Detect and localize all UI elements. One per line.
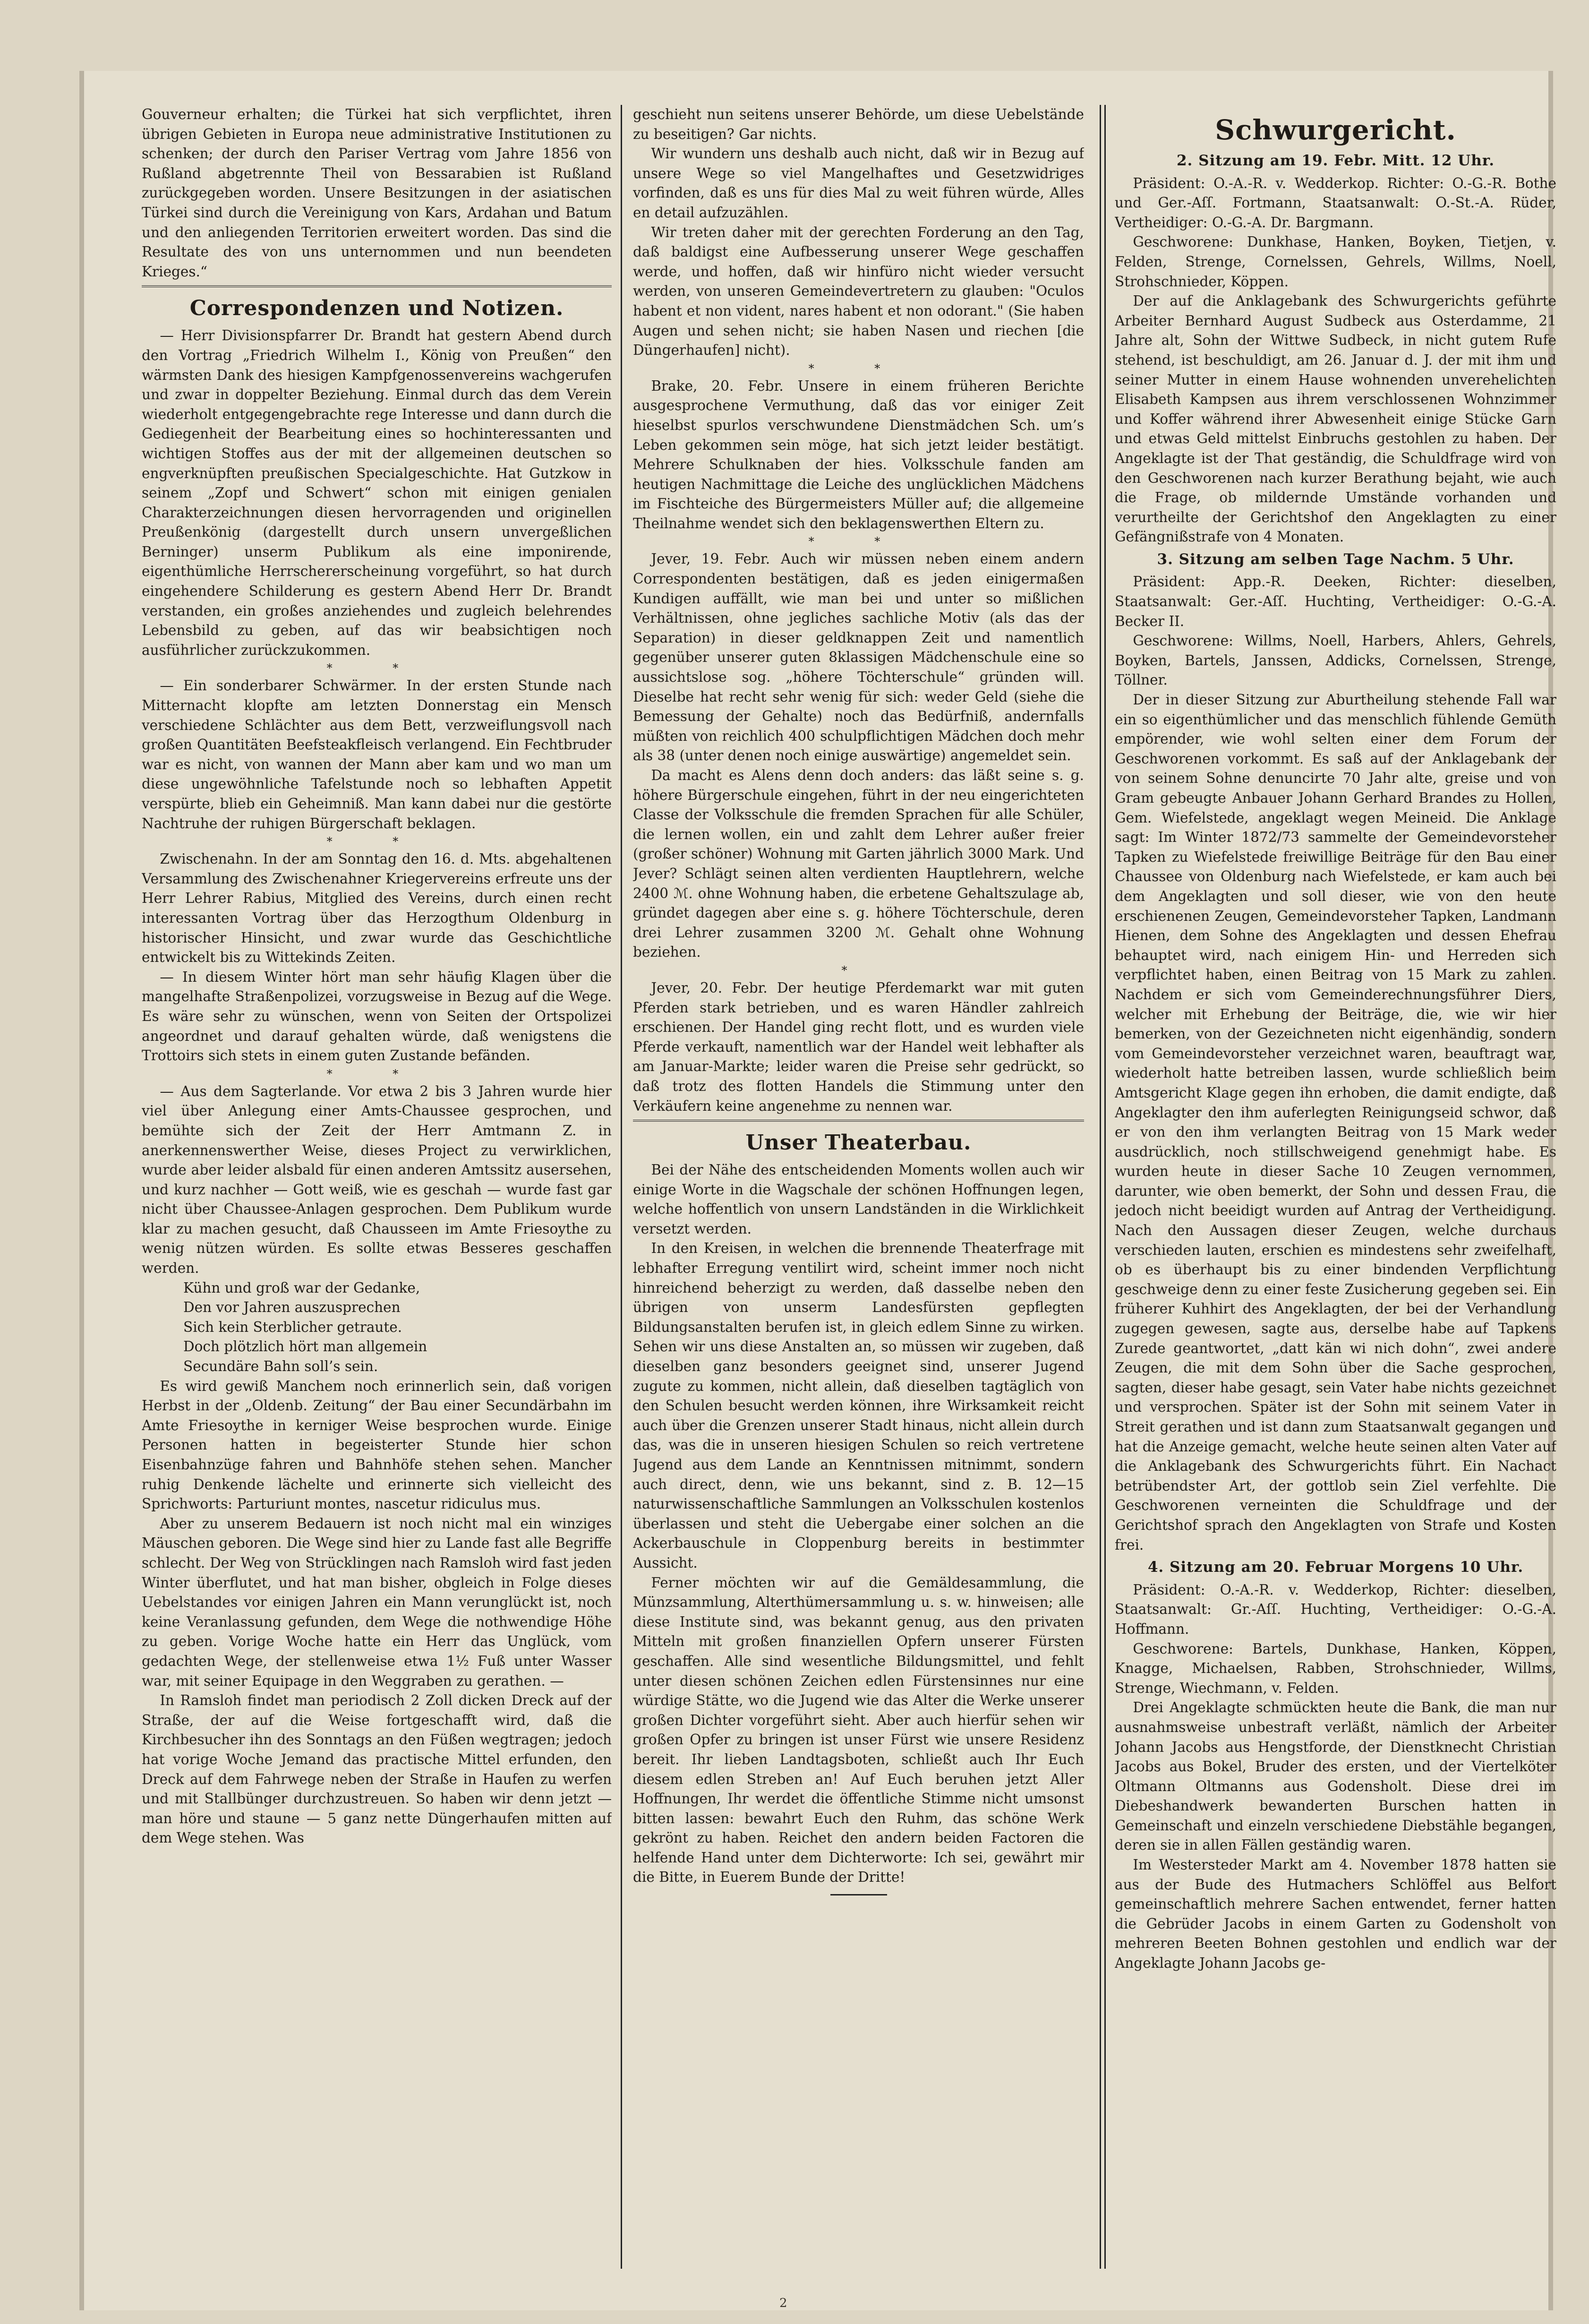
article-paragraph: Im Westersteder Markt am 4. November 1878 hatten sie aus der Bude des Hutmachers Schlöffel aus Belfort gemeinschaftlich mehrere Sachen entwendet, ferner hatten die Gebrüder Jacobs in einem Garten zu Godensholt von mehreren Beeten Bohnen gestohlen und endlich war der Angeklagte Johann Jacobs ge- xyxy=(1115,1857,1556,1972)
asterism: * * xyxy=(326,835,427,849)
article-paragraph: Brake, 20. Febr. Unsere in einem früheren Berichte ausgesprochene Vermuthung, daß das vor einiger Zeit hieselbst spurlos verschwundene Dienstmädchen Sch. um’s Leben gekommen sein möge, hat sich jetzt leider bestätigt. Mehrere Schulknaben der hies. Volksschule fanden am heutigen Nachmittage die Leiche des unglücklichen Mädchens im Fischteiche des Bürgermeisters Müller auf; die allgemeine Theilnahme wendet sich den beklagenswerthen Eltern zu. xyxy=(633,377,1084,532)
column-2 xyxy=(633,105,1084,2281)
article-paragraph: Präsident: O.-A.-R. v. Wedderkop, Richter: dieselben, Staatsanwalt: Gr.-Aſſ. Huchting, Vertheidiger: O.-G.-A. Hoffmann. xyxy=(1115,1581,1556,1637)
article-paragraph: Ferner möchten wir auf die Gemäldesammlung, die Münzsammlung, Alterthümersammlung u. s. w. hinweisen; alle diese Institute sind, was bekannt genug, aus den privaten Mitteln mit großen finanziellen Opfern unserer Fürsten geschaffen. Alle sind wesentliche Bildungsmittel, und fehlt unter diesen schönen Zeichen edlen Fürstensinnes nur eine würdige Stätte, wo die Jugend wie das Alter die Werke unserer großen Dichter vorgeführt sieht. Aber auch hierfür sehen wir großen Opfer zu bringen ist unser Fürst wie unsere Residenz bereit. Ihr lieben Landtagsboten, schließt auch Ihr Euch diesem edlen Streben an! Auf Euch beruhen jetzt Aller Hoffnungen, Ihr werdet die öffentliche Stimme nicht umsonst bitten lassen: bewahrt Euch den Ruhm, das schöne Werk gekrönt zu haben. Reichet den andern beiden Factoren die helfende Hand unter dem Dichterworte: Ich sei, gewährt mir die Bitte, in Euerem Bunde der Dritte! xyxy=(633,1574,1084,1886)
verse-line: Secundäre Bahn soll’s sein. xyxy=(183,1358,378,1375)
asterism: * * xyxy=(808,361,909,375)
article-paragraph: Wir wundern uns deshalb auch nicht, daß wir in Bezug auf unsere Wege so viel Mangelhaftes und Gesetzwidriges vorfinden, daß es uns für dies Mal zu weit führen würde, Alles en detail aufzuzählen. xyxy=(633,146,1084,221)
verse-line: Kühn und groß war der Gedanke, xyxy=(183,1279,420,1296)
section-heading: Correspondenzen und Notizen. xyxy=(189,296,564,321)
article-paragraph: Wir treten daher mit der gerechten Forderung an den Tag, daß baldigst eine Aufbesserung unserer Wege geschaffen werde, und hoffen, daß wir hinfüro nicht wieder versucht werden, von unseren Gemeindevertretern zu glauben: "Oculos habent et non vident, nares habent et non odorant." (Sie haben Augen und sehen nicht; sie haben Nasen und riechen [die Düngerhaufen] nicht). xyxy=(633,224,1084,359)
article-paragraph: — In diesem Winter hört man sehr häufig Klagen über die mangelhafte Straßenpolizei, vorzugsweise in Bezug auf die Wege. Es wäre sehr zu wünschen, wenn von Seiten der Ortspolizei angeordnet und darauf gehalten würde, daß wenigstens die Trottoirs sich stets in einem guten Zustande befänden. xyxy=(142,969,612,1064)
column-rule-2 xyxy=(1100,105,1101,2269)
verse-line: Doch plötzlich hört man allgemein xyxy=(183,1338,427,1355)
session-heading: 4. Sitzung am 20. Februar Morgens 10 Uhr. xyxy=(1147,1559,1524,1576)
article-paragraph: Der auf die Anklagebank des Schwurgerichts geführte Arbeiter Bernhard August Sudbeck aus Osterdamme, 21 Jahre alt, Sohn der Wittwe Sudbeck, in nicht gutem Rufe stehend, ist beschuldigt, am 26. Januar d. J. der mit ihm und seiner Mutter in einem Hause wohnenden unverehelichten Elisabeth Kampsen aus ihrem verschlossenen Wohnzimmer und Koffer während ihrer Abwesenheit einige Stücke Garn und etwas Geld mittelst Einbruchs gestohlen zu haben. Der Angeklagte ist der That geständig, die Schuldfrage wird von den Geschworenen nach kurzer Berathung bejaht, wie auch die Frage, ob mildernde Umstände vorhanden und verurtheilte der Gerichtshof den Angeklagten zu einer Gefängnißstrafe von 4 Monaten. xyxy=(1115,293,1556,545)
article-paragraph: — Ein sonderbarer Schwärmer. In der ersten Stunde nach Mitternacht klopfte am letzten Donnerstag ein Mensch verschiedene Schlächter aus dem Bett, verzweiflungsvoll nach großen Quantitäten Beefsteakfleisch verlangend. Ein Fechtbruder war es nicht, von wannen der Mann aber kam und wo man um diese ungewöhnliche Tafelstunde noch so lebhaften Appetit verspürte, blieb ein Geheimniß. Man kann dabei nur die gestörte Nachtruhe der ruhigen Bürgerschaft beklagen. xyxy=(142,677,612,832)
asterism: * * xyxy=(326,661,427,675)
article-paragraph: Jever, 20. Febr. Der heutige Pferdemarkt war mit guten Pferden stark betrieben, und es waren Händler zahlreich erschienen. Der Handel ging recht flott, und es wurden viele Pferde verkauft, namentlich war der Handel weit lebhafter als am Januar-Markte; leider waren die Preise sehr gedrückt, so daß trotz des flotten Handels die Stimmung unter den Verkäufern keine angenehme zu nennen war. xyxy=(633,979,1084,1114)
article-paragraph: Präsident: O.-A.-R. v. Wedderkop. Richter: O.-G.-R. Bothe und Ger.-Aſſ. Fortmann, Staatsanwalt: O.-St.-A. Rüder, Vertheidiger: O.-G.-A. Dr. Bargmann. xyxy=(1115,175,1556,231)
article-paragraph: Geschworene: Willms, Noell, Harbers, Ahlers, Gehrels, Boyken, Bartels, Janssen, Addicks, Cornelssen, Strenge, Töllner. xyxy=(1115,633,1556,688)
column-3 xyxy=(1115,109,1556,2281)
verse-line: Den vor Jahren auszusprechen xyxy=(183,1299,401,1316)
page-left-edge xyxy=(79,71,84,2310)
asterism: * xyxy=(841,963,876,977)
article-intro-text: Gouverneur erhalten; die Türkei hat sich verpflichtet, ihren übrigen Gebieten in Europa neue administrative Institutionen zu schenken; der durch den Pariser Vertrag vom Jahre 1856 von Rußland abgetrennte Theil von Bessarabien ist Rußland zurückgegeben worden. Unsere Besitzungen in der asiatischen Türkei sind durch die Vereinigung von Kars, Ardahan und Batum und den anliegenden Territorien erweitert worden. Das sind die Resultate des von uns unternommen und nun beendeten Krieges.“ xyxy=(142,106,612,280)
article-paragraph: geschieht nun seitens unserer Behörde, um diese Uebelstände zu beseitigen? Gar nichts. xyxy=(633,106,1084,142)
column-1 xyxy=(142,105,612,2281)
article-paragraph: In den Kreisen, in welchen die brennende Theaterfrage mit lebhafter Erregung ventilirt wird, scheint immer noch nicht hinreichend beherzigt zu werden, daß dasselbe neben den übrigen von unserm Landesfürsten gepflegten Bildungsanstalten berufen ist, in gleich edlem Sinne zu wirken. Sehen wir uns diese Anstalten an, so müssen wir zugeben, daß dieselben ganz besonders geeignet sind, unserer Jugend zugute zu kommen, nicht allein, daß dieselben tagtäglich von den Schulen besucht werden können, ihre Wirksamkeit reicht auch über die Grenzen unserer Stadt hinaus, nicht allein durch das, was die in unseren hiesigen Schulen so reich vertretene Jugend aus dem Lande an Kenntnissen mitnimmt, sondern auch direct, denn, wie uns bekannt, sind z. B. 12—15 naturwissenschaftliche Sammlungen an Volksschulen kostenlos überlassen und steht die Uebergabe einer solchen an die Ackerbauschule in Cloppenburg bereits in bestimmter Aussicht. xyxy=(633,1240,1084,1571)
column-rule-2b xyxy=(1104,105,1106,2269)
article-paragraph: Zwischenahn. In der am Sonntag den 16. d. Mts. abgehaltenen Versammlung des Zwischenahner Kriegervereins erfreute uns der Herr Lehrer Rabius, Mitglied des Vereins, durch einen recht interessanten Vortrag über das Herzogthum Oldenburg in historischer Hinsicht, und zwar wurde das Geschichtliche entwickelt bis zu Wittekinds Zeiten. xyxy=(142,851,612,966)
section-divider xyxy=(633,1120,1084,1122)
article-paragraph: Präsident: App.-R. Deeken, Richter: dieselben, Staatsanwalt: Ger.-Aſſ. Huchting, Vertheidiger: O.-G.-A. Becker II. xyxy=(1115,574,1556,629)
article-paragraph: — Aus dem Sagterlande. Vor etwa 2 bis 3 Jahren wurde hier viel über Anlegung einer Amts-Chaussee gesprochen, und bemühte sich der Zeit der Herr Amtmann Z. in anerkennenswerther Weise, dieses Project zu verwirklichen, wurde aber leider alsbald für einen anderen Amtssitz ausersehen, und kurz nachher — Gott weiß, wie es geschah — wurde fast gar nicht über Chaussee-Anlagen gesprochen. Dem Publikum wurde klar zu machen gesucht, daß Chausseen im Amte Friesoythe zu wenig nützen würden. Es sollte etwas Besseres geschaffen werden. xyxy=(142,1083,612,1277)
asterism: * * xyxy=(326,1067,427,1081)
asterism: * * xyxy=(808,535,909,549)
court-heading: Schwurgericht. xyxy=(1215,114,1456,146)
column-rule-1 xyxy=(621,105,622,2269)
article-paragraph: Da macht es Alens denn doch anders: das läßt seine s. g. höhere Bürgerschule eingehen, führt in der neu eingerichteten Classe der Volksschule die fremden Sprachen für alle Schüler, die lernen wollen, ein und zahlt dem Lehrer außer freier (großer schöner) Wohnung mit Garten jährlich 3000 Mark. Und Jever? Schlägt seinen alten verdienten Hauptlehrern, welche 2400 ℳ. ohne Wohnung haben, die erbetene Gehaltszulage ab, gründet dagegen aber eine s. g. höhere Töchterschule, deren drei Lehrer zusammen 3200 ℳ. Gehalt ohne Wohnung beziehen. xyxy=(633,767,1084,960)
session-heading: 3. Sitzung am selben Tage Nachm. 5 Uhr. xyxy=(1157,550,1514,568)
end-rule xyxy=(830,1894,887,1895)
article-paragraph: In Ramsloh findet man periodisch 2 Zoll dicken Dreck auf der Straße, der auf die Weise fortgeschafft wird, daß die Kirchbesucher ihn des Sonntags an den Füßen wegtragen; jedoch hat vorige Woche Jemand das practische Mittel erfunden, den Dreck auf dem Fahrwege neben der Straße in Haufen zu werfen und mit Stallbünger durchzustreuen. So haben wir denn jetzt — man höre und staune — 5 ganz nette Düngerhaufen mitten auf dem Wege stehen. Was xyxy=(142,1692,612,1846)
article-paragraph: Der in dieser Sitzung zur Aburtheilung stehende Fall war ein so eigenthümlicher und das menschlich fühlende Gemüth empörender, wie wohl selten einer dem Forum der Geschworenen vorkommt. Es saß auf der Anklagebank der von seinem Sohne denuncirte 70 Jahr alte, greise und von Gram gebeugte Anbauer Johann Gerhard Brandes zu Hollen, Gem. Wiefelstede, angeklagt wegen Meineid. Die Anklage sagt: Im Winter 1872/73 sammelte der Gemeindevorsteher Tapken zu Wiefelstede freiwillige Beiträge für den Bau einer Chaussee von Oldenburg nach Wiefelstede, er kam auch bei dem Angeklagten und soll dieser, wie von den heute erschienenen Zeugen, Gemeindevorsteher Tapken, Landmann Hienen, dem Sohne des Angeklagten und dessen Ehefrau behauptet wird, nach einigem Hin- und Herreden sich verpflichtet haben, einen Beitrag von 15 Mark zu zahlen. Nachdem er sich vom Gemeinderechnungsführer Diers, welcher mit Erhebung der Beiträge, die, wie wir hier bemerken, von der Gezeichneten nicht eigenhändig, sondern vom Gemeindevorsteher verzeichnet waren, beauftragt war, wiederholt hatte betreiben lassen, wurde schließlich beim Amtsgericht Klage gegen ihn erhoben, die damit endigte, daß Angeklagter den ihm auferlegten Reinigungseid schwor, daß er von den ihm verlangten Beitrag von 15 Mark weder ausdrücklich, noch stillschweigend genehmigt habe. Es wurden heute in dieser Sache 10 Zeugen vernommen, darunter, wie oben bemerkt, der Sohn und dessen Frau, die jedoch nicht beeidigt wurden auf Antrag der Vertheidigung. Nach den Aussagen dieser Zeugen, welche durchaus verschieden lauten, erschien es mindestens sehr zweifelhaft, ob es überhaupt bis zu einer bindenden Verpflichtung geschweige denn zu einer feste Zusicherung gegeben sei. Ein früherer Kuhhirt des Angeklagten, der bei der Verhandlung zugegen gewesen, sagte aus, derselbe habe auf Tapkens Zurede geantwortet, „datt kän wi nich dohn“, zwei andere Zeugen, die mit dem Sohn über die Sache gesprochen, sagten, dieser habe gesagt, sein Vater habe nichts gezeichnet und versprochen. Später ist der Sohn mit seinem Vater in Streit gerathen und ist dann zum Staatsanwalt gegangen und hat die Anzeige gemacht, welche heute seinen alten Vater auf die Anklagebank des Schwurgerichts führt. Ein Nachact betrübendster Art, der gottlob sein Ziel verfehlte. Die Geschworenen verneinten die Schuldfrage und der Gerichtshof sprach den Angeklagten von Strafe und Kosten frei. xyxy=(1115,692,1556,1553)
theater-heading: Unser Theaterbau. xyxy=(745,1131,972,1155)
verse-block xyxy=(183,1278,612,1377)
session-heading: 2. Sitzung am 19. Febr. Mitt. 12 Uhr. xyxy=(1176,152,1495,169)
article-paragraph: Geschworene: Dunkhase, Hanken, Boyken, Tietjen, v. Felden, Strenge, Cornelssen, Gehrels, Willms, Noell, Strohschnieder, Köppen. xyxy=(1115,234,1556,290)
article-paragraph: — Herr Divisionspfarrer Dr. Brandt hat gestern Abend durch den Vortrag „Friedrich Wilhelm I., König von Preußen“ den wärmsten Dank des hiesigen Kampfgenossenvereins wachgerufen und zwar in doppelter Beziehung. Einmal durch das dem Verein wiederholt entgegengebrachte rege Interesse und dann durch die Gediegenheit der Bearbeitung eines so hochinteressanten und wichtigen Stoffes aus der mit der allgemeinen deutschen so engverknüpften preußischen Specialgeschichte. Hat Gutzkow in seinem „Zopf und Schwert“ schon mit einigen genialen Charakterzeichnungen diesen hervorragenden und originellen Preußenkönig (dargestellt durch unsern unvergeßlichen Berninger) unserm Publikum als eine imponirende, eigenthümliche Herrschererscheinung vorgeführt, so hat durch eingehendere Schilderung es gestern Abend Herr Dr. Brandt verstanden, ein großes anziehendes und zugleich belehrendes Lebensbild zu geben, auf das wir beabsichtigen noch ausführlicher zurückzukommen. xyxy=(142,327,612,658)
article-paragraph: Geschworene: Bartels, Dunkhase, Hanken, Köppen, Knagge, Michaelsen, Rabben, Strohschnieder, Willms, Strenge, Wiechmann, v. Felden. xyxy=(1115,1640,1556,1696)
article-paragraph: Es wird gewiß Manchem noch erinnerlich sein, daß vorigen Herbst in der „Oldenb. Zeitung“ der Bau einer Secundärbahn im Amte Friesoythe in kerniger Weise besprochen wurde. Einige Personen hatten in begeisterter Stunde hier schon Eisenbahnzüge fahren und Bahnhöfe stehen sehen. Mancher ruhig Denkende lächelte und erinnerte sich vielleicht des Sprichworts: Parturiunt montes, nascetur ridiculus mus. xyxy=(142,1378,612,1512)
article-paragraph: Aber zu unserem Bedauern ist noch nicht mal ein winziges Mäuschen geboren. Die Wege sind hier zu Lande fast alle Begriffe schlecht. Der Weg von Strücklingen nach Ramsloh wird fast jeden Winter überflutet, und hat man bisher, obgleich in Folge dieses Uebelstandes vor einigen Jahren ein Mann verunglückt ist, noch keine Veranlassung gefunden, dem Wege die nothwendige Höhe zu geben. Vorige Woche hatte ein Herr das Unglück, vom gedachten Wege, der stellenweise etwa 1½ Fuß unter Wasser war, mit seiner Equipage in den Weggraben zu gerathen. — xyxy=(142,1515,612,1689)
section-divider xyxy=(142,285,612,287)
article-paragraph: Drei Angeklagte schmückten heute die Bank, die man nur ausnahmsweise unbestraft verläßt, nämlich der Arbeiter Johann Jacobs aus Hengstforde, der Dienstknecht Christian Jacobs aus Bokel, Bruder des ersten, und der Viertelköter Oltmann Oltmanns aus Godensholt. Diese drei im Diebeshandwerk bewanderten Burschen hatten in Gemeinschaft und einzeln verschiedene Diebstähle begangen, deren sie in allen Fällen geständig waren. xyxy=(1115,1699,1556,1853)
verse-line: Sich kein Sterblicher getraute. xyxy=(183,1319,402,1335)
page-number: 2 xyxy=(779,2296,787,2310)
article-paragraph: Bei der Nähe des entscheidenden Moments wollen auch wir einige Worte in die Wagschale der schönen Hoffnungen legen, welche hoffentlich von unsern Landständen in die Wirklichkeit versetzt werden. xyxy=(633,1162,1084,1237)
article-paragraph: Jever, 19. Febr. Auch wir müssen neben einem andern Correspondenten bestätigen, daß es jeden einigermaßen Kundigen auffällt, wie man bei und unter so mißlichen Verhältnissen, ohne jegliches sachliche Motiv (als das der Separation) in dieser geldknappen Zeit und namentlich gegenüber unserer guten 8klassigen Mädchenschule eine so aussichtslose sog. „höhere Töchterschule“ gründen will. Dieselbe hat recht sehr wenig für sich: weder Geld (siehe die Bemessung der Gehalte) noch das Bedürfniß, andernfalls müßten von reichlich 400 schulpflichtigen Mädchen doch mehr als 38 (unter denen noch einige auswärtige) angemeldet sein. xyxy=(633,551,1084,764)
